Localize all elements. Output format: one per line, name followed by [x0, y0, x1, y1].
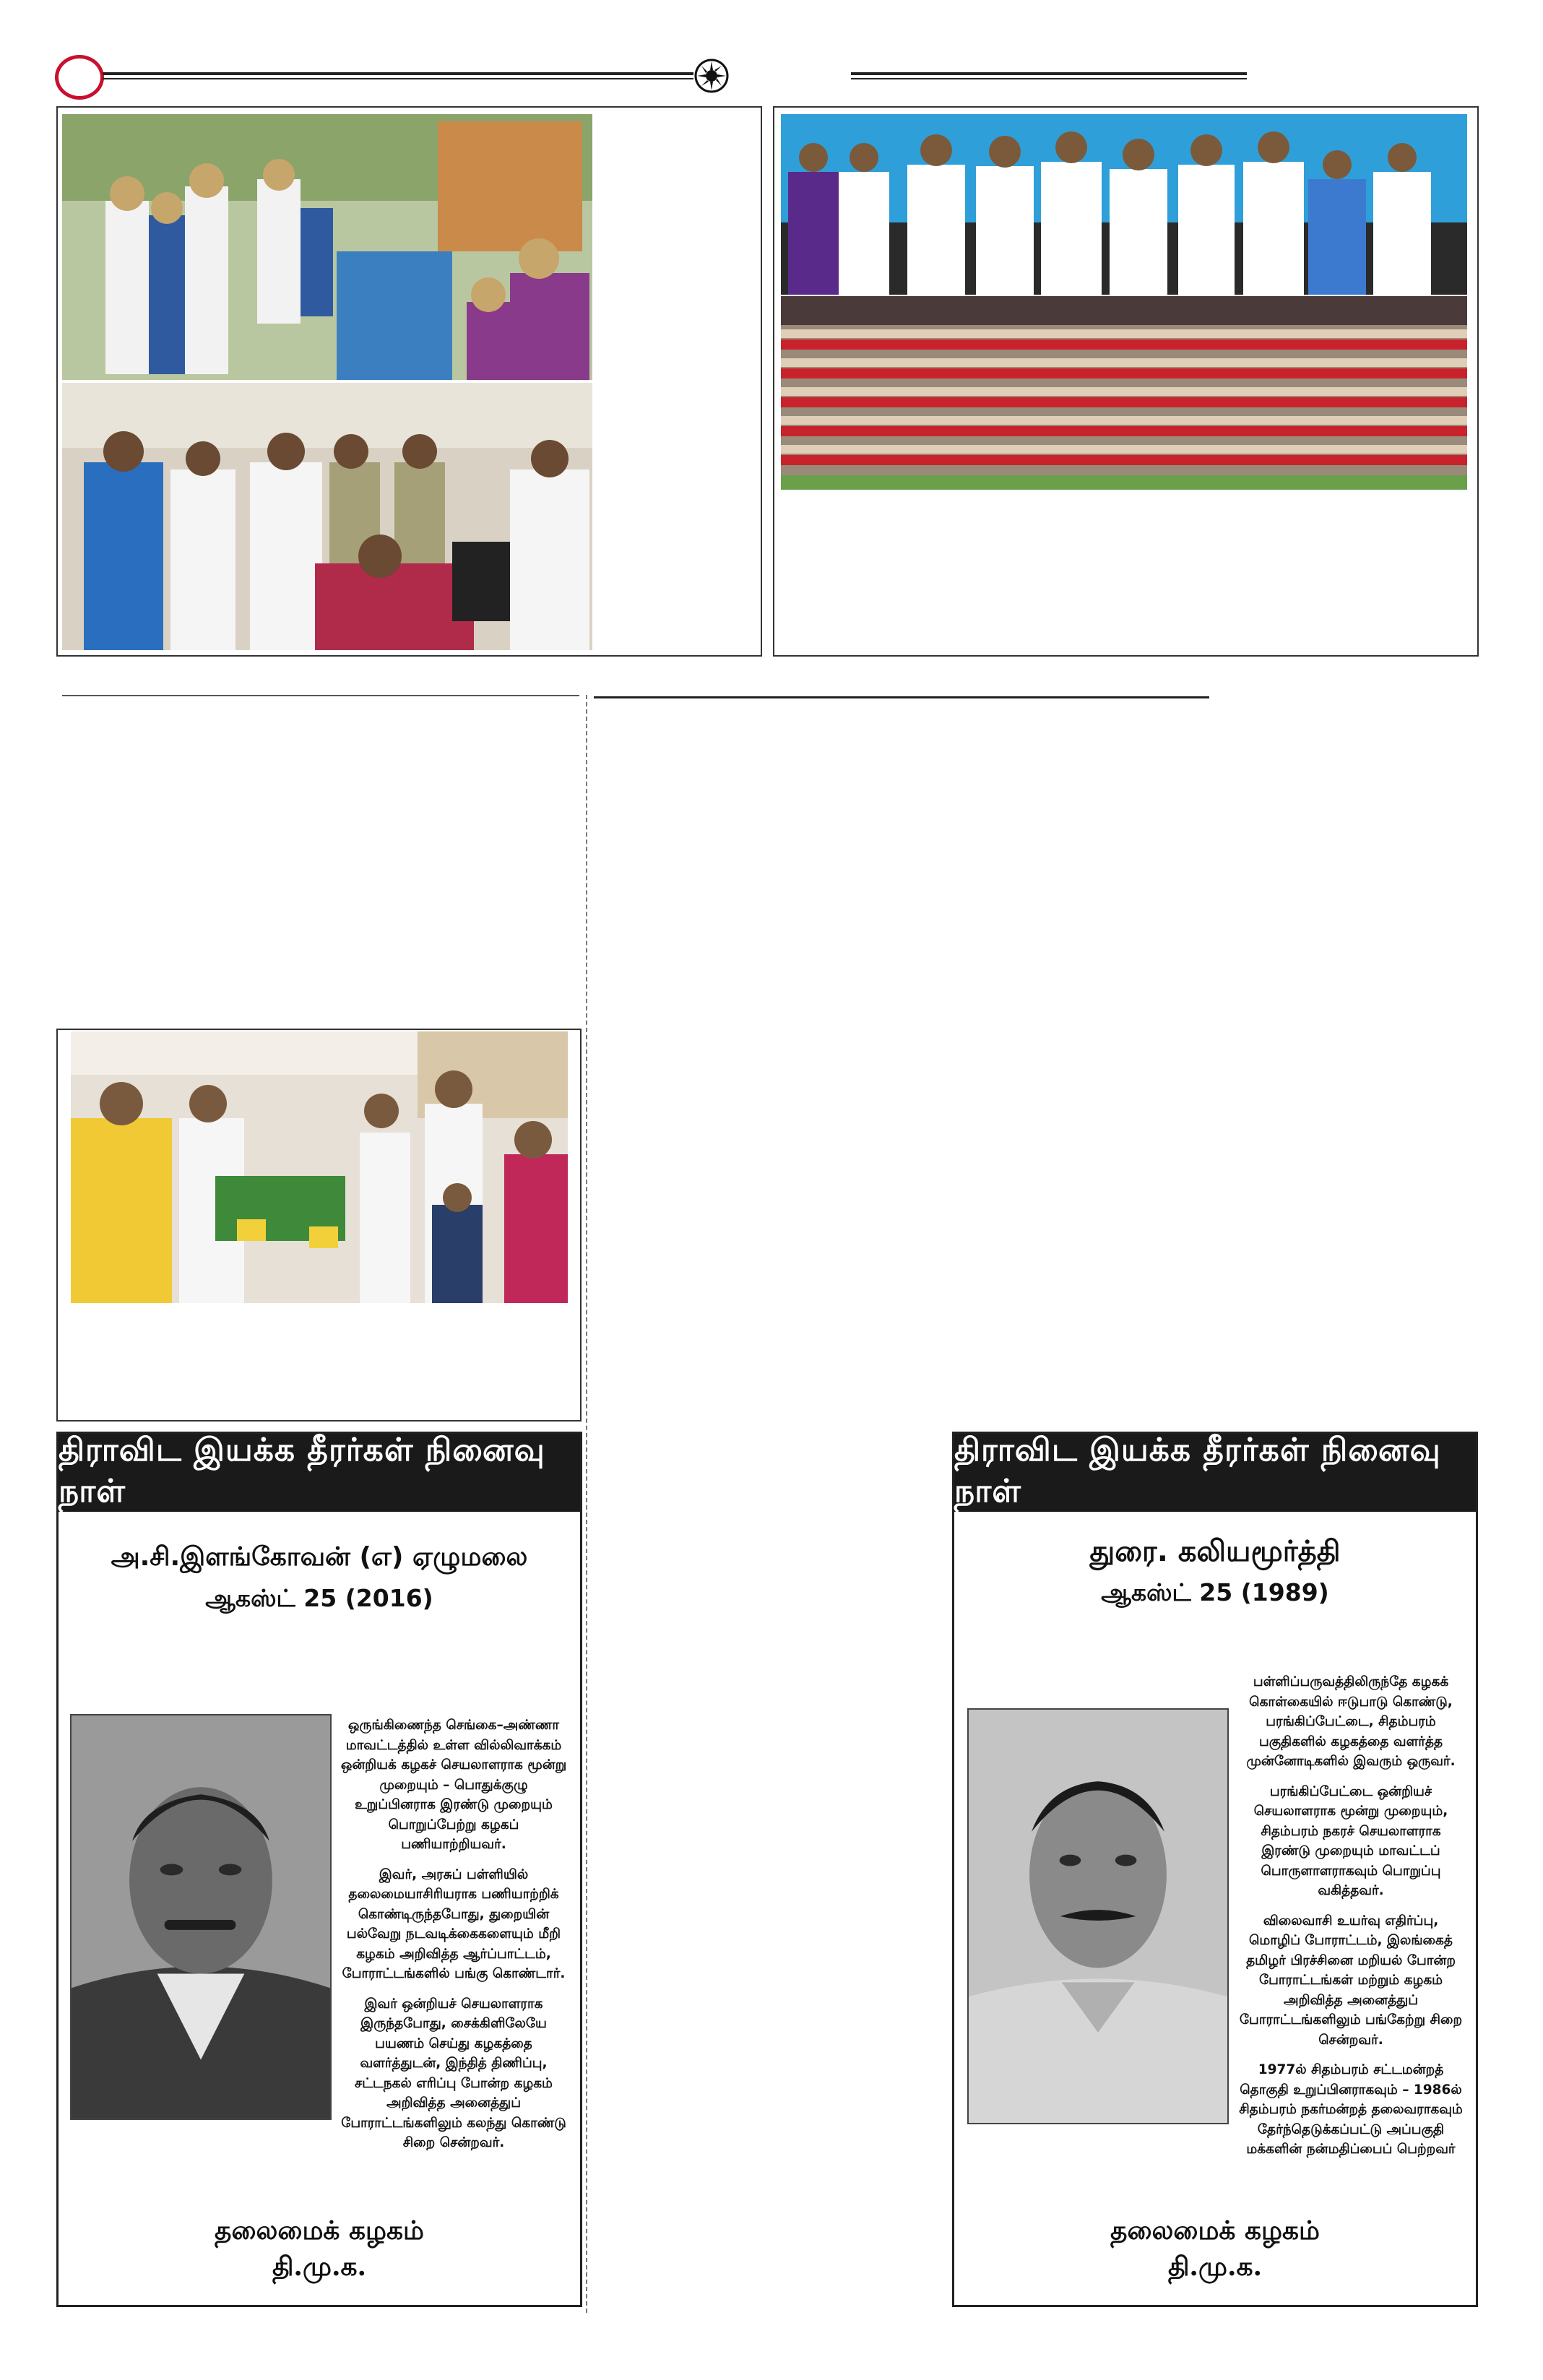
memorial-name: துரை. கலியமூர்த்தி [1089, 1535, 1341, 1568]
bio-paragraph: 1977ல் சிதம்பரம் சட்டமன்றத் தொகுதி உறுப்பினராகவும் – 1986ல் சிதம்பரம் நகர்மன்றத் தலைவராகவும் தேர்ந்தெடுக்கப்பட்டு அப்பகுதி மக்களின் நன்மதிப்பைப் பெற்றவர் [1239, 2062, 1463, 2157]
memorial-bio [339, 1715, 569, 2163]
masthead-circle-icon [55, 55, 104, 100]
masthead-rule-right-thin [851, 78, 1247, 79]
memorial-card-1 [56, 1432, 582, 2307]
memorial-footer [59, 2212, 580, 2285]
footer-line-2: தி.மு.க. [272, 2251, 367, 2282]
memorial-bio [1236, 1672, 1466, 2170]
footer-line-2: தி.மு.க. [1167, 2251, 1263, 2282]
photo-grievance-meeting [62, 114, 592, 380]
memorial-name: அ.சி.இளங்கோவன் (எ) ஏழுமலை [111, 1542, 528, 1572]
photo-tribute-garland [71, 1031, 568, 1303]
masthead-rule-left-thin [103, 78, 693, 79]
portrait-photo [70, 1714, 332, 2120]
memorial-header: திராவிட இயக்க தீரர்கள் நினைவு நாள் [59, 1434, 580, 1512]
column-divider [586, 695, 587, 2313]
memorial-card-2 [952, 1432, 1478, 2307]
photo-vehicle-distribution [62, 383, 592, 650]
bio-paragraph: பள்ளிப்பருவத்திலிருந்தே கழகக் கொள்கையில் ஈடுபாடு கொண்டு, பரங்கிப்பேட்டை, சிதம்பரம் பகுதிகளில் கழகத்தை வளர்த்த முன்னோடிகளில் இவரும் ஒருவர். [1246, 1674, 1456, 1769]
photo-auditorium-crowd [781, 296, 1467, 490]
section-rule-right [594, 696, 1209, 698]
memorial-footer [954, 2212, 1476, 2285]
section-rule-left [62, 695, 579, 696]
footer-line-1: தலைமைக் கழகம் [1110, 2215, 1320, 2246]
memorial-date: ஆகஸ்ட் 25 (2016) [205, 1584, 433, 1612]
portrait-photo [967, 1708, 1229, 2124]
bio-paragraph: ஒருங்கிணைந்த செங்கை–அண்ணா மாவட்டத்தில் உள்ள வில்லிவாக்கம் ஒன்றியக் கழகச் செயலாளராக மூன்று முறையும் – பொதுக்குழு உறுப்பினராக இரண்டு முறையும் பொறுப்பேற்று கழகப் பணியாற்றியவர். [340, 1718, 567, 1852]
bio-paragraph: இவர், அரசுப் பள்ளியில் தலைமையாசிரியராக பணியாற்றிக் கொண்டிருந்தபோது, துறையின் பல்வேறு நடவடிக்கைகளையும் மீறி கழகம் அறிவித்த ஆர்ப்பாட்டம், போராட்டங்களில் பங்கு கொண்டார். [342, 1866, 566, 1981]
memorial-header: திராவிட இயக்க தீரர்கள் நினைவு நாள் [954, 1434, 1476, 1512]
bio-paragraph: பரங்கிப்பேட்டை ஒன்றியச் செயலாளராக மூன்று முறையும், சிதம்பரம் நகரச் செயலாளராக இரண்டு முறையும் மாவட்டப் பொருளாளராகவும் பொறுப்பு வகித்தவர். [1253, 1783, 1448, 1898]
memorial-date: ஆகஸ்ட் 25 (1989) [1101, 1578, 1329, 1606]
footer-line-1: தலைமைக் கழகம் [215, 2215, 424, 2246]
photo-stage-release [781, 114, 1467, 295]
bio-paragraph: விலைவாசி உயர்வு எதிர்ப்பு, மொழிப் போராட்டம், இலங்கைத் தமிழர் பிரச்சினை மறியல் போன்ற போராட்டங்கள் மற்றும் கழகம் அறிவித்த அனைத்துப் போராட்டங்களிலும் பங்கேற்று சிறை சென்றவர். [1239, 1913, 1463, 2048]
bio-paragraph: இவர் ஒன்றியச் செயலாளராக இருந்தபோது, சைக்கிளிலேயே பயணம் செய்து கழகத்தை வளர்த்துடன், இந்தித் திணிப்பு, சட்டநகல் எரிப்பு போன்ற கழகம் அறிவித்த அனைத்துப் போராட்டங்களிலும் கலந்து கொண்டு சிறை சென்றவர். [341, 1996, 566, 2150]
sun-emblem-icon [693, 58, 730, 94]
masthead-rule-left [103, 72, 693, 75]
masthead-rule-right [851, 72, 1247, 75]
